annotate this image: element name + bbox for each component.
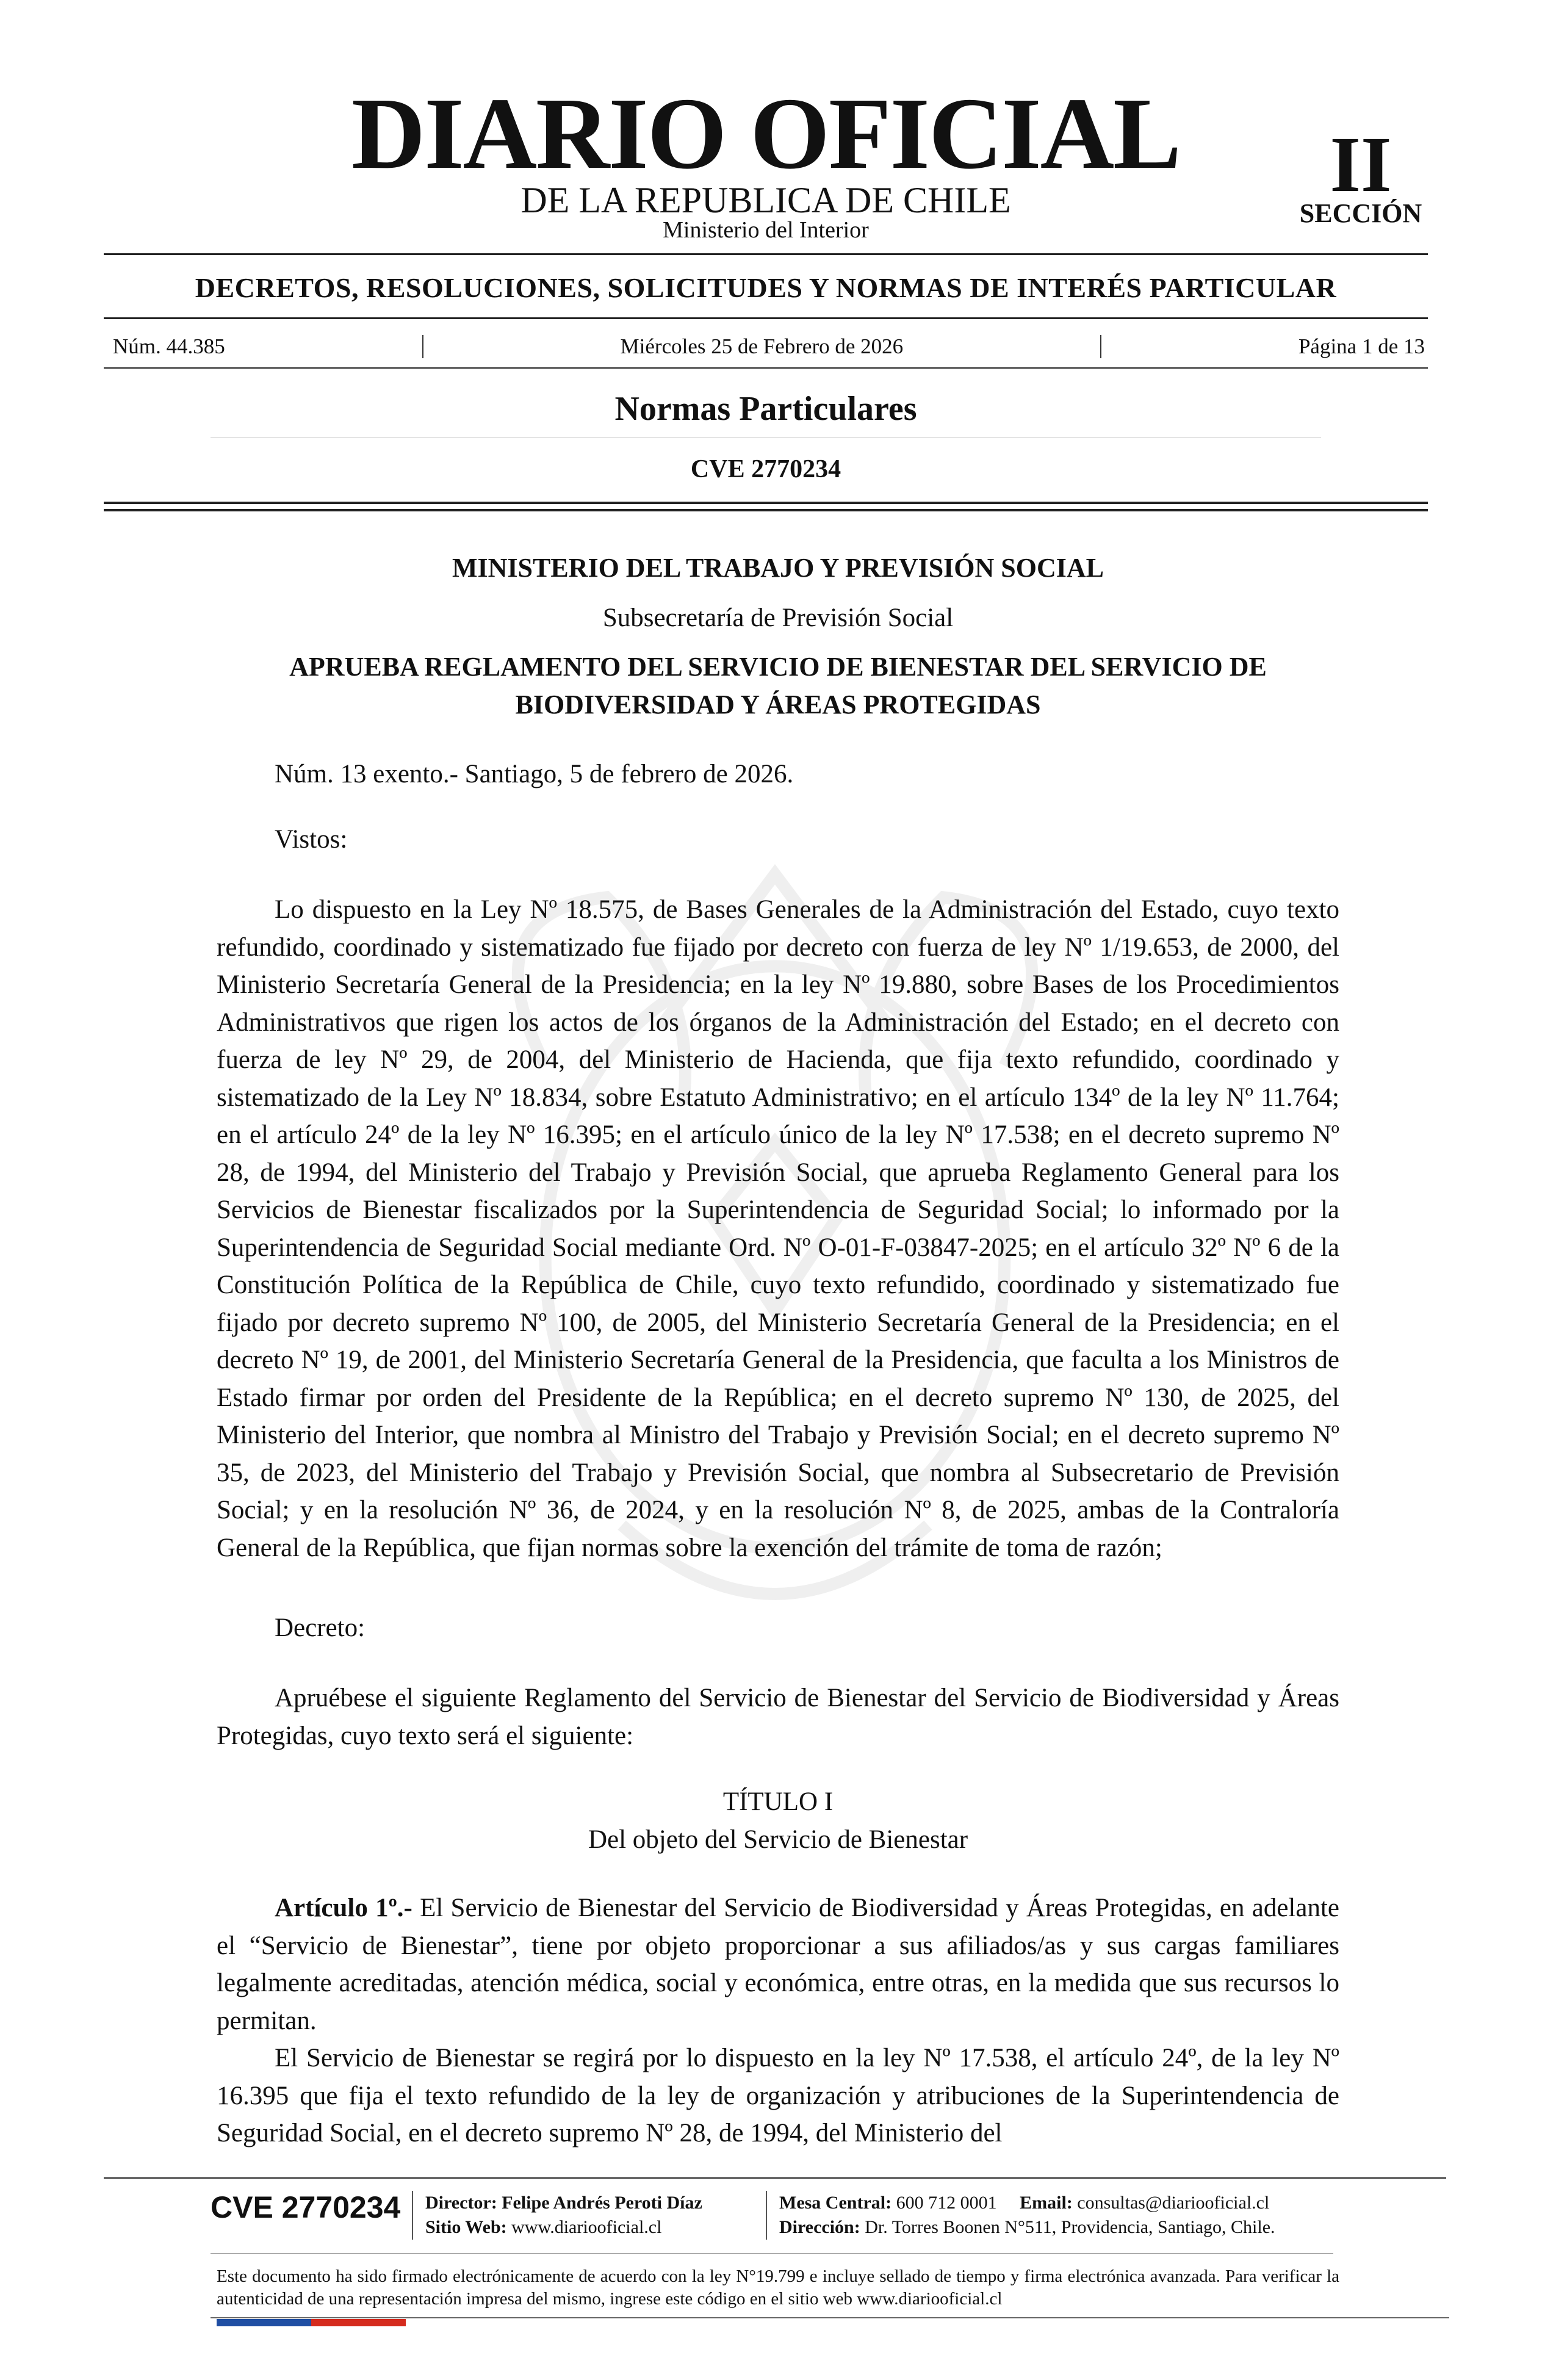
footer-bottom-rule [211, 2317, 1449, 2318]
flag-stripe-blue [217, 2319, 311, 2326]
decree-number-line: Núm. 13 exento.- Santiago, 5 de febrero de 2026. [275, 760, 794, 788]
category-rule [104, 317, 1428, 319]
section-title: Normas Particulares [614, 390, 917, 428]
titulo-heading: TÍTULO I [722, 1787, 834, 1816]
cve-code: CVE 2770234 [690, 455, 841, 483]
vistos-paragraph: Lo dispuesto en la Ley Nº 18.575, de Bases Generales de la Administración del Estado, cuyo texto refundido, coordinado y sistematizado fue fijado por decreto con fuerza de ley Nº 1/19.653, de 2000, del Ministerio Secretaría General de la Presidencia; en la ley Nº 19.880, sobre Bases de los Procedimientos Administrativos que rigen los actos de los órganos de la Administración del Estado; en el decreto con fuerza de ley Nº 29, de 2004, del Ministerio de Hacienda, que fija texto refundido, coordinado y sistematizado de la Ley Nº 18.834, sobre Estatuto Administrativo; en el artículo 134º de la ley Nº 11.764; en el artículo 24º de la ley Nº 16.395; en el artículo único de la ley Nº 17.538; en el decreto supremo Nº 28, de 1994, del Ministerio del Trabajo y Previsión Social, que aprueba Reglamento General para los Servicios de Bienestar fiscalizados por la Superintendencia de Seguridad Social; lo informado por la Superintendencia de Seguridad Social mediante Ord. Nº O-01-F-03847-2025; en el artículo 32º Nº 6 de la Constitución Política de la República de Chile, cuyo texto refundido, coordinado y sistematizado fue fijado por decreto supremo Nº 100, de 2005, del Ministerio Secretaría General de la Presidencia; en el decreto Nº 19, de 2001, del Ministerio Secretaría General de la Presidencia, que faculta a los Ministros de Estado firmar por orden del Presidente de la República; en el decreto supremo Nº 130, de 2025, del Ministerio del Interior, que nombra al Ministro del Trabajo y Previsión Social; en el decreto supremo Nº 35, de 2023, del Ministerio del Trabajo y Previsión Social, que nombra al Subsecretario de Previsión Social; y en la resolución Nº 36, de 2024, y en la resolución Nº 8, de 2025, ambas de la Contraloría General de la República, que fijan normas sobre la exención del trámite de toma de razón; [217, 895, 1339, 1562]
page-indicator: Página 1 de 13 [1298, 334, 1425, 358]
section-label: SECCIÓN [1299, 198, 1422, 228]
web-link[interactable]: www.diariooficial.cl [511, 2217, 662, 2237]
phone-label: Mesa Central: [779, 2193, 892, 2213]
address-label: Dirección: [779, 2217, 860, 2237]
email-label: Email: [1020, 2193, 1073, 2213]
web-label: Sitio Web: [425, 2217, 507, 2237]
issue-separator [422, 335, 423, 358]
footer-disclaimer: Este documento ha sido firmado electrónicamente de acuerdo con la ley N°19.799 e incluye sellado de tiempo y firma electrónica avanzada. Para verificar la autenticidad de una representación impresa del mismo, ingrese este código en el sitio web www.diariooficial.cl [217, 2266, 1339, 2309]
footer-inner-rule [211, 2253, 1333, 2254]
document-heading-line1: APRUEBA REGLAMENTO DEL SERVICIO DE BIENESTAR DEL SERVICIO DE [289, 652, 1267, 682]
issue-rule [104, 367, 1428, 369]
newspaper-subtitle: DE LA REPUBLICA DE CHILE [520, 180, 1011, 220]
address-value: Dr. Torres Boonen N°511, Providencia, Santiago, Chile. [865, 2217, 1275, 2237]
footer-rule [104, 2177, 1446, 2179]
footer-director-block [425, 2191, 702, 2240]
decreto-paragraph: Apruébese el siguiente Reglamento del Servicio de Bienestar del Servicio de Biodiversidad y Áreas Protegidas, cuyo texto será el siguiente: [217, 1684, 1339, 1750]
newspaper-title: DIARIO OFICIAL [351, 77, 1181, 190]
titulo-subheading: Del objeto del Servicio de Bienestar [588, 1825, 968, 1854]
issue-separator [1100, 335, 1101, 358]
article-1-text: El Servicio de Bienestar del Servicio de Biodiversidad y Áreas Protegidas, en adelante el “Servicio de Bienestar”, tiene por objeto proporcionar a sus afiliados/as y sus cargas familiares legalmente acreditadas, atención médica, social y económica, entre otras, en la medida que sus recursos lo permitan. [217, 1894, 1339, 2035]
newspaper-ministry: Ministerio del Interior [663, 217, 869, 243]
issue-bar [113, 334, 1425, 359]
phone-value: 600 712 0001 [896, 2193, 997, 2213]
decreto-label: Decreto: [275, 1614, 366, 1642]
double-rule-bottom [104, 509, 1428, 511]
footer-cve: CVE 2770234 [211, 2190, 401, 2224]
footer-contact-block [779, 2191, 1275, 2240]
article-1-paragraph [217, 1889, 1339, 2039]
director-label: Director: [425, 2193, 497, 2213]
director-name: Felipe Andrés Peroti Díaz [502, 2193, 702, 2213]
email-link[interactable]: consultas@diariooficial.cl [1077, 2193, 1270, 2213]
document-ministry: MINISTERIO DEL TRABAJO Y PREVISIÓN SOCIAL [452, 553, 1104, 583]
masthead-rule [104, 253, 1428, 255]
document-subsecretaria: Subsecretaría de Previsión Social [602, 604, 954, 632]
footer-divider [766, 2191, 767, 2240]
vistos-label: Vistos: [275, 825, 348, 854]
double-rule-top [104, 502, 1428, 504]
document-heading-line2: BIODIVERSIDAD Y ÁREAS PROTEGIDAS [515, 690, 1041, 719]
footer-divider [412, 2191, 413, 2240]
section-number: II [1330, 121, 1392, 209]
issue-number: Núm. 44.385 [113, 334, 225, 358]
flag-stripe-red [311, 2319, 406, 2326]
article-1-paragraph-2: El Servicio de Bienestar se regirá por lo dispuesto en la ley Nº 17.538, el artículo 24º, de la ley Nº 16.395 que fija el texto refundido de la ley de organización y atribuciones de la Superintendencia de Seguridad Social, en el decreto supremo Nº 28, de 1994, del Ministerio del [217, 2044, 1339, 2147]
article-1-label: Artículo 1º.- [275, 1894, 412, 1922]
issue-date: Miércoles 25 de Febrero de 2026 [620, 334, 904, 358]
category-heading: DECRETOS, RESOLUCIONES, SOLICITUDES Y NORMAS DE INTERÉS PARTICULAR [195, 272, 1337, 303]
